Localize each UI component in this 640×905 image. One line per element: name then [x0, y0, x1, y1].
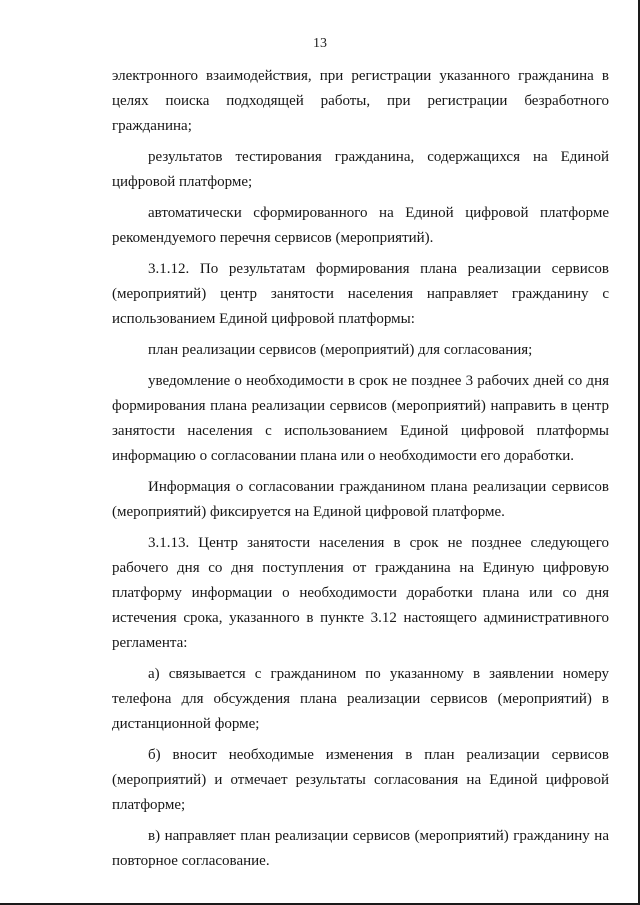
paragraph-item-c: в) направляет план реализации сервисов (мероприятий) гражданину на повторное согласование.	[112, 828, 609, 869]
paragraph-testing-results: результатов тестирования гражданина, содержащихся на Единой цифровой платформе;	[112, 149, 609, 190]
paragraph-plan-approval: план реализации сервисов (мероприятий) для согласования;	[148, 342, 533, 358]
paragraph-approval-info: Информация о согласовании гражданином плана реализации сервисов (мероприятий) фиксируется на Единой цифровой платформе.	[112, 479, 609, 520]
paragraph-3-1-12: 3.1.12. По результатам формирования плана реализации сервисов (мероприятий) центр занятости населения направляет гражданину с использованием Единой цифровой платформы:	[112, 261, 609, 327]
paragraph-notification: уведомление о необходимости в срок не позднее 3 рабочих дней со дня формирования плана реализации сервисов (мероприятий) направить в центр занятости населения с использованием Единой цифровой платформы информацию о согласовании плана или о необходимости его доработки.	[112, 373, 609, 464]
paragraph-item-b: б) вносит необходимые изменения в план реализации сервисов (мероприятий) и отмечает результаты согласования на Единой цифровой платформе;	[112, 747, 609, 813]
paragraph-3-1-13: 3.1.13. Центр занятости населения в срок не позднее следующего рабочего дня со дня поступления от гражданина на Единую цифровую платформу информации о необходимости доработки плана или со дня истечения срока, указанного в пункте 3.12 настоящего административного регламента:	[112, 535, 609, 651]
document-body	[112, 64, 609, 880]
paragraph-continuation: электронного взаимодействия, при регистрации указанного гражданина в целях поиска подходящей работы, при регистрации безработного гражданина;	[112, 68, 609, 134]
page-number: 13	[313, 36, 327, 51]
paragraph-auto-list: автоматически сформированного на Единой цифровой платформе рекомендуемого перечня сервисов (мероприятий).	[112, 205, 609, 246]
paragraph-item-a: а) связывается с гражданином по указанному в заявлении номеру телефона для обсуждения плана реализации сервисов (мероприятий) в дистанционной форме;	[112, 666, 609, 732]
